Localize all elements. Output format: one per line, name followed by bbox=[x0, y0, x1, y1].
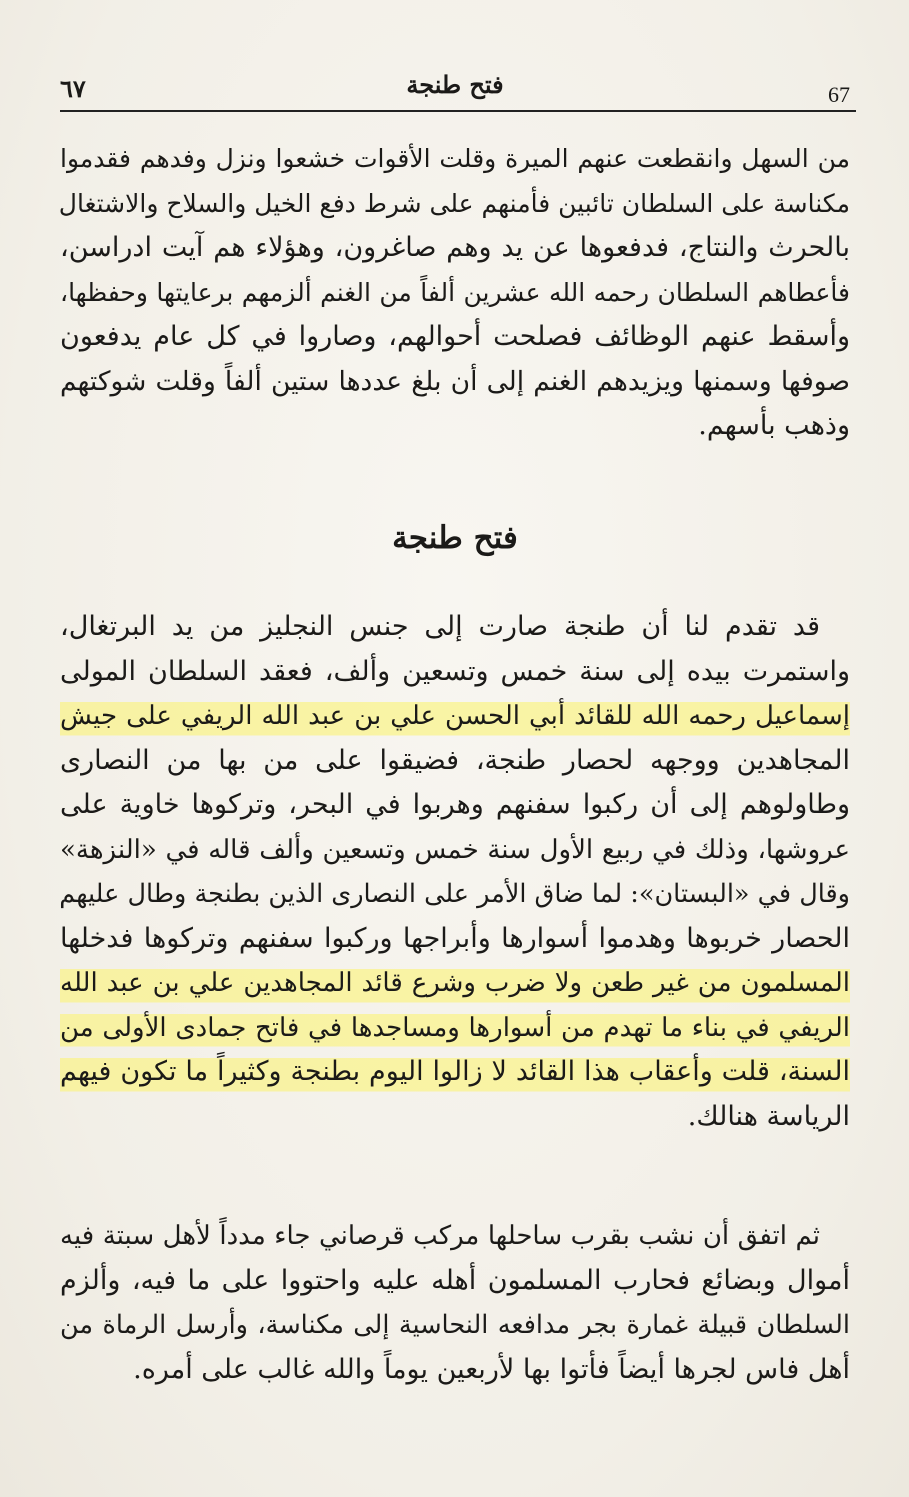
text-line: من السهل وانقطعت عنهم الميرة وقلت الأقوات خشعوا ونزل وفدهم فقدموا bbox=[60, 144, 850, 173]
highlighted-text-line: المسلمون من غير طعن ولا ضرب وشرع قائد المجاهدين علي بن عبد الله bbox=[60, 961, 850, 1006]
text-line: وأسقط عنهم الوظائف فصلحت أحوالهم، وصاروا في كل عام يدفعون bbox=[60, 321, 850, 352]
text-line: مكناسة على السلطان تائبين فأمنهم على شرط دفع الخيل والسلاح والاشتغال bbox=[58, 188, 850, 218]
text-line: السلطان قبيلة غمارة بجر مدافعه النحاسية إلى مكناسة، وأرسل الرماة من bbox=[60, 1310, 850, 1340]
header-rule bbox=[60, 110, 856, 112]
text-line: المجاهدين ووجهه لحصار طنجة، فضيقوا على من بها من النصارى bbox=[60, 744, 850, 776]
text-line: وذهب بأسهم. bbox=[698, 410, 850, 441]
page-header bbox=[60, 68, 850, 112]
paragraph-2 bbox=[60, 605, 850, 1139]
text-line: عروشها، وذلك في ربيع الأول سنة خمس وتسعين وألف قاله في «النزهة» bbox=[60, 834, 850, 865]
text-line: أموال وبضائع فحارب المسلمون أهله عليه واحتووا على ما فيه، وألزم bbox=[60, 1264, 850, 1296]
text-line: الحصار خربوها وهدموا أسوارها وأبراجها وركبوا سفنهم وتركوها فدخلها bbox=[60, 922, 850, 954]
text-line: وقال في «البستان»: لما ضاق الأمر على النصارى الذين بطنجة وطال عليهم bbox=[59, 879, 850, 909]
text-line: واستمرت بيده إلى سنة خمس وتسعين وألف، فعقد السلطان المولى bbox=[60, 655, 850, 687]
text-line: وطاولوهم إلى أن ركبوا سفنهم وهربوا في البحر، وتركوها خاوية على bbox=[60, 789, 851, 820]
page-number-latin: 67 bbox=[828, 82, 850, 107]
text-line: قد تقدم لنا أن طنجة صارت إلى جنس النجليز من يد البرتغال، bbox=[60, 611, 820, 642]
text-line: ثم اتفق أن نشب بقرب ساحلها مركب قرصاني جاء مدداً لأهل سبتة فيه bbox=[60, 1221, 820, 1251]
highlighted-text-line: إسماعيل رحمه الله للقائد أبي الحسن علي بن عبد الله الريفي على جيش bbox=[60, 694, 850, 739]
text-line: أهل فاس لجرها أيضاً فأتوا بها لأربعين يوماً والله غالب على أمره. bbox=[133, 1353, 850, 1385]
text-line: الرياسة هنالك. bbox=[687, 1100, 850, 1132]
paragraph-1 bbox=[60, 137, 850, 449]
text-line: فأعطاهم السلطان رحمه الله عشرين ألفاً من الغنم ألزمهم برعايتها وحفظها، bbox=[60, 277, 850, 307]
running-title: فتح طنجة bbox=[406, 70, 504, 99]
highlighted-text-line: السنة، قلت وأعقاب هذا القائد لا زالوا اليوم بطنجة وكثيراً ما تكون فيهم bbox=[60, 1050, 850, 1095]
text-line: صوفها وسمنها ويزيدهم الغنم إلى أن بلغ عددها ستين ألفاً وقلت شوكتهم bbox=[60, 365, 850, 397]
highlighted-text-line: الريفي في بناء ما تهدم من أسوارها ومساجدها في فاتح جمادى الأولى من bbox=[60, 1006, 850, 1051]
text-line: بالحرث والنتاج، فدفعوها عن يد وهم صاغرون، وهؤلاء هم آيت ادراسن، bbox=[60, 232, 850, 263]
paragraph-3 bbox=[60, 1214, 850, 1392]
page-number-arabic: ٦٧ bbox=[60, 74, 86, 103]
section-heading: فتح طنجة bbox=[392, 520, 518, 556]
